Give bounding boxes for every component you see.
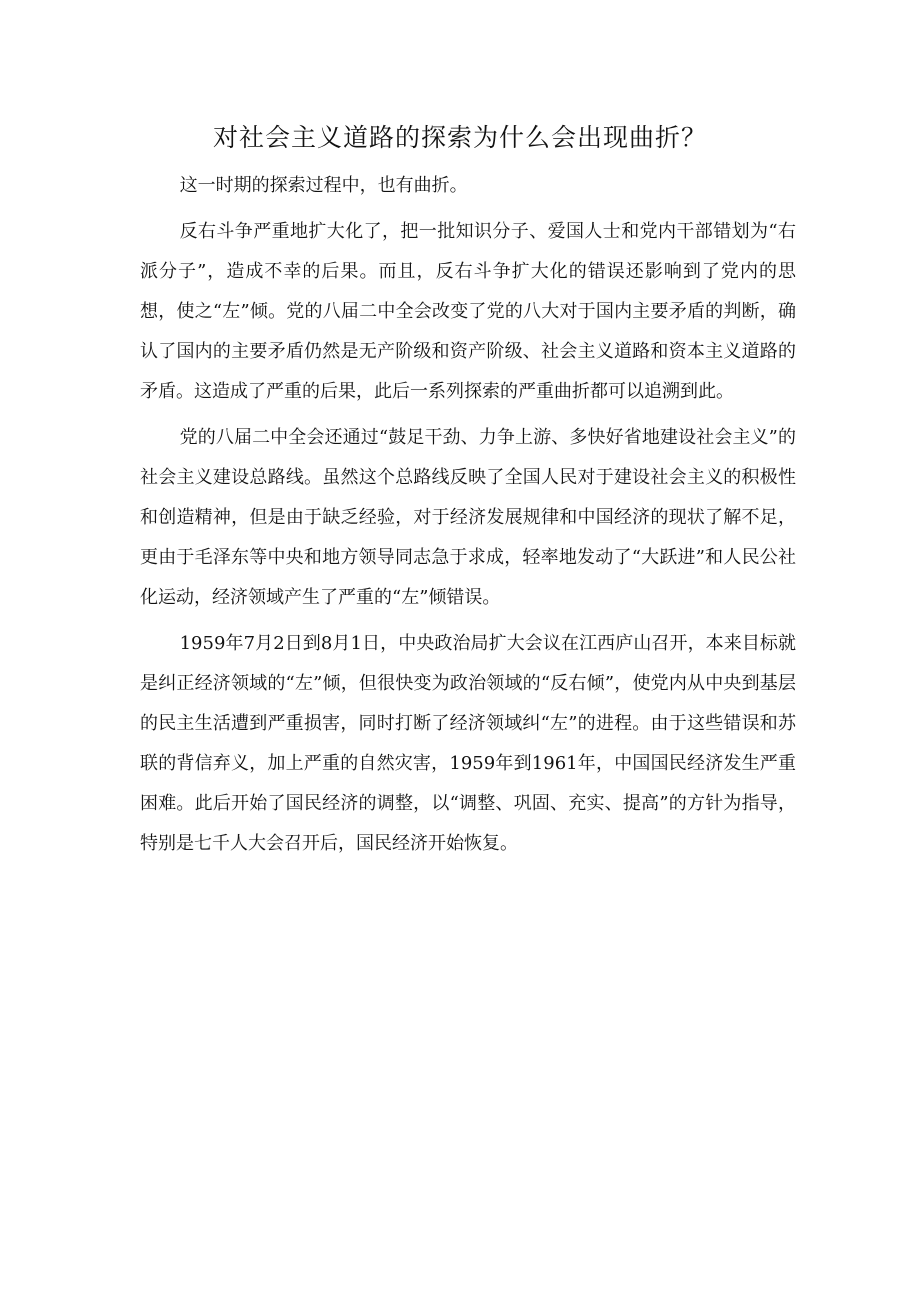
paragraph-4: 1959年7月2日到8月1日，中央政治局扩大会议在江西庐山召开，本来目标就是纠正经济领域的“左”倾，但很快变为政治领域的“反右倾”，使党内从中央到基层的民主生活遭到严重损害，同时打断了经济领域纠“左”的进程。由于这些错误和苏联的背信弃义，加上严重的自然灾害，1959年到1961年，中国国民经济发生严重困难。此后开始了国民经济的调整，以“调整、巩固、充实、提高”的方针为指导，特别是七千人大会召开后，国民经济开始恢复。	[140, 633, 796, 854]
paragraph-1: 这一时期的探索过程中，也有曲折。	[179, 175, 468, 196]
document-body	[140, 166, 796, 864]
paragraph-2: 反右斗争严重地扩大化了，把一批知识分子、爱国人士和党内干部错划为“右派分子”，造成不幸的后果。而且，反右斗争扩大化的错误还影响到了党内的思想，使之“左”倾。党的八届二中全会改变了党的八大对于国内主要矛盾的判断，确认了国内的主要矛盾仍然是无产阶级和资产阶级、社会主义道路和资本主义道路的矛盾。这造成了严重的后果，此后一系列探索的严重曲折都可以追溯到此。	[140, 221, 796, 402]
document-title: 对社会主义道路的探索为什么会出现曲折？	[212, 123, 707, 152]
paragraph-3: 党的八届二中全会还通过“鼓足干劲、力争上游、多快好省地建设社会主义”的社会主义建设总路线。虽然这个总路线反映了全国人民对于建设社会主义的积极性和创造精神，但是由于缺乏经验，对于经济发展规律和中国经济的现状了解不足，更由于毛泽东等中央和地方领导同志急于求成，轻率地发动了“大跃进”和人民公社化运动，经济领域产生了严重的“左”倾错误。	[140, 427, 796, 608]
